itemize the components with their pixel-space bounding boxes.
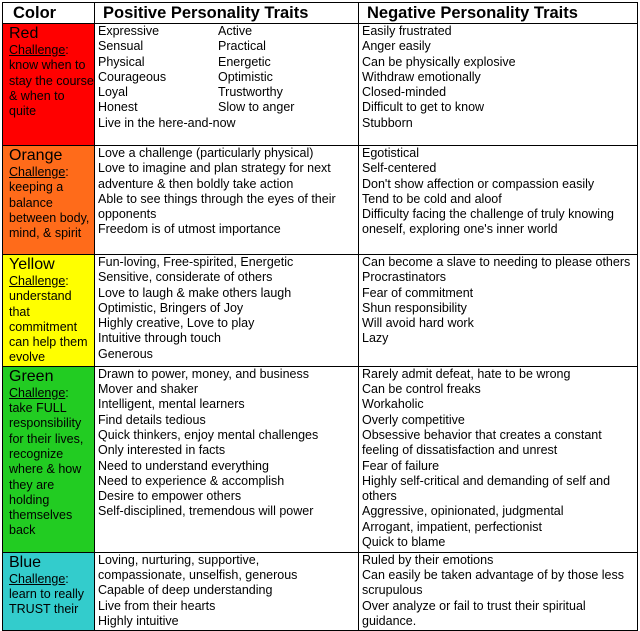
positive-trait: Intuitive through touch bbox=[98, 331, 221, 346]
positive-trait: Able to see things through the eyes of their opponents bbox=[98, 191, 336, 222]
positive-traits-cell bbox=[95, 366, 359, 552]
positive-trait: Love to imagine and plan strategy for next adventure & then boldly take action bbox=[98, 161, 331, 191]
positive-trait: Intelligent, mental learners bbox=[98, 397, 245, 412]
negative-trait: Aggressive, opinionated, judgmental bbox=[362, 504, 564, 519]
positive-trait: Only interested in facts bbox=[98, 443, 226, 458]
color-cell bbox=[3, 255, 95, 367]
positive-trait: Self-disciplined, tremendous will power bbox=[98, 504, 314, 519]
negative-trait: Stubborn bbox=[362, 115, 413, 130]
table-row bbox=[3, 552, 638, 630]
positive-trait: Fun-loving, Free-spirited, Energetic bbox=[98, 255, 294, 269]
challenge-label: Challenge bbox=[9, 274, 66, 288]
negative-trait: Shun responsibility bbox=[362, 300, 467, 315]
positive-trait: Energetic bbox=[218, 54, 271, 69]
negative-trait: Rarely admit defeat, hate to be wrong bbox=[362, 366, 571, 381]
challenge-description: : understand that commitment can help them evolve bbox=[9, 274, 88, 365]
negative-trait: Workaholic bbox=[362, 397, 424, 412]
color-cell bbox=[3, 366, 95, 552]
negative-trait: Egotistical bbox=[362, 146, 419, 160]
positive-traits-cell bbox=[95, 146, 359, 255]
color-cell bbox=[3, 552, 95, 630]
negative-trait: Difficult to get to know bbox=[362, 100, 485, 115]
color-cell bbox=[3, 146, 95, 255]
negative-trait: Fear of failure bbox=[362, 458, 440, 473]
negative-trait: Lazy bbox=[362, 331, 389, 346]
positive-trait: Optimistic, Bringers of Joy bbox=[98, 300, 244, 315]
color-name: Green bbox=[9, 367, 54, 385]
challenge-text bbox=[9, 165, 94, 241]
challenge-label: Challenge bbox=[9, 165, 66, 179]
positive-trait: Live in the here-and-now bbox=[98, 115, 236, 130]
positive-trait: Live from their hearts bbox=[98, 598, 216, 613]
negative-trait: Anger easily bbox=[362, 39, 431, 54]
table-row bbox=[3, 255, 638, 367]
table-row bbox=[3, 366, 638, 552]
positive-trait: Generous bbox=[98, 346, 153, 361]
positive-trait: Highly creative, Love to play bbox=[98, 316, 255, 331]
positive-trait: Need to understand everything bbox=[98, 458, 269, 473]
table-row bbox=[3, 24, 638, 146]
negative-trait: Easily frustrated bbox=[362, 24, 452, 38]
challenge-description: : know when to stay the course & when to quite bbox=[9, 43, 94, 119]
negative-trait: Will avoid hard work bbox=[362, 316, 474, 331]
negative-trait: Arrogant, impatient, perfectionist bbox=[362, 519, 542, 534]
header-row bbox=[3, 3, 638, 24]
negative-traits-cell bbox=[359, 552, 638, 630]
positive-trait: Freedom is of utmost importance bbox=[98, 222, 281, 237]
positive-trait: Physical bbox=[98, 54, 145, 69]
challenge-description: : learn to really TRUST their bbox=[9, 571, 85, 617]
challenge-text bbox=[9, 43, 94, 119]
color-name: Orange bbox=[9, 147, 63, 164]
positive-trait: Need to experience & accomplish bbox=[98, 473, 285, 488]
positive-trait: Courageous bbox=[98, 69, 167, 84]
color-name: Blue bbox=[9, 553, 42, 571]
negative-trait: Withdraw emotionally bbox=[362, 69, 481, 84]
challenge-description: : take FULL responsibility for their lives, recognize where & how they are holding themselves back bbox=[9, 385, 84, 538]
positive-trait-pair bbox=[98, 55, 358, 70]
challenge-label: Challenge bbox=[9, 571, 66, 586]
positive-trait: Capable of deep understanding bbox=[98, 583, 273, 598]
positive-traits-cell bbox=[95, 552, 359, 630]
challenge-description: : keeping a balance between body, mind, & spirit bbox=[9, 165, 90, 241]
negative-trait: Procrastinators bbox=[362, 270, 447, 285]
header-color: Color bbox=[3, 3, 95, 24]
negative-trait: Obsessive behavior that creates a constant feeling of dissatisfaction and unrest bbox=[362, 427, 602, 458]
positive-trait: Drawn to power, money, and business bbox=[98, 366, 309, 381]
positive-trait: Desire to empower others bbox=[98, 489, 242, 504]
table-row bbox=[3, 146, 638, 255]
positive-trait: Quick thinkers, enjoy mental challenges bbox=[98, 427, 319, 442]
personality-traits-table bbox=[2, 2, 638, 631]
positive-trait: Trustworthy bbox=[218, 85, 283, 100]
negative-trait: Can be physically explosive bbox=[362, 54, 516, 69]
color-cell bbox=[3, 24, 95, 146]
header-positive: Positive Personality Traits bbox=[95, 3, 359, 24]
color-name: Yellow bbox=[9, 256, 55, 273]
negative-trait: Fear of commitment bbox=[362, 285, 474, 300]
positive-trait: Loving, nurturing, supportive, bbox=[98, 552, 260, 567]
negative-traits-cell bbox=[359, 146, 638, 255]
positive-trait-pair bbox=[98, 24, 358, 39]
negative-traits-cell bbox=[359, 255, 638, 367]
negative-trait: Can easily be taken advantage of by those less scrupulous bbox=[362, 568, 624, 598]
negative-trait: Can become a slave to needing to please others bbox=[362, 255, 631, 269]
negative-trait: Don't show affection or compassion easily bbox=[362, 176, 595, 191]
negative-trait: Tend to be cold and aloof bbox=[362, 191, 502, 206]
positive-trait: Loyal bbox=[98, 85, 128, 100]
color-name: Red bbox=[9, 25, 39, 42]
positive-trait: Love to laugh & make others laugh bbox=[98, 285, 292, 300]
positive-trait: Love a challenge (particularly physical) bbox=[98, 146, 314, 160]
positive-trait-pair bbox=[98, 70, 358, 85]
negative-trait: Highly self-critical and demanding of self and others bbox=[362, 473, 611, 504]
positive-trait: compassionate, unselfish, generous bbox=[98, 568, 298, 583]
negative-trait: Overly competitive bbox=[362, 412, 465, 427]
challenge-label: Challenge bbox=[9, 385, 66, 400]
challenge-text bbox=[9, 274, 94, 366]
positive-trait-pair bbox=[98, 85, 358, 100]
negative-trait: Closed-minded bbox=[362, 85, 447, 100]
positive-trait: Optimistic bbox=[218, 69, 273, 84]
negative-trait: Self-centered bbox=[362, 161, 437, 176]
negative-trait: Quick to blame bbox=[362, 535, 446, 550]
positive-trait: Expressive bbox=[98, 24, 160, 38]
negative-trait: Difficulty facing the challenge of truly knowing oneself, exploring one's inner world bbox=[362, 207, 614, 237]
positive-traits-cell bbox=[95, 24, 359, 146]
positive-trait: Honest bbox=[98, 100, 138, 115]
positive-trait: Mover and shaker bbox=[98, 382, 199, 397]
positive-trait-pair bbox=[98, 100, 358, 115]
challenge-text bbox=[9, 386, 94, 539]
positive-trait-pair bbox=[98, 39, 358, 54]
negative-trait: Over analyze or fail to trust their spiritual guidance. bbox=[362, 598, 586, 628]
negative-trait: Ruled by their emotions bbox=[362, 552, 494, 567]
challenge-text bbox=[9, 572, 94, 618]
header-negative: Negative Personality Traits bbox=[359, 3, 638, 24]
positive-trait: Practical bbox=[218, 39, 266, 54]
table-body bbox=[3, 24, 638, 631]
positive-trait: Sensitive, considerate of others bbox=[98, 270, 273, 285]
negative-traits-cell bbox=[359, 24, 638, 146]
challenge-label: Challenge bbox=[9, 43, 66, 57]
positive-traits-cell bbox=[95, 255, 359, 367]
positive-trait: Highly intuitive bbox=[98, 613, 179, 628]
positive-trait: Sensual bbox=[98, 39, 144, 54]
positive-trait: Slow to anger bbox=[218, 100, 295, 115]
negative-trait: Can be control freaks bbox=[362, 382, 481, 397]
positive-trait: Find details tedious bbox=[98, 412, 206, 427]
positive-trait: Active bbox=[218, 24, 253, 38]
negative-traits-cell bbox=[359, 366, 638, 552]
